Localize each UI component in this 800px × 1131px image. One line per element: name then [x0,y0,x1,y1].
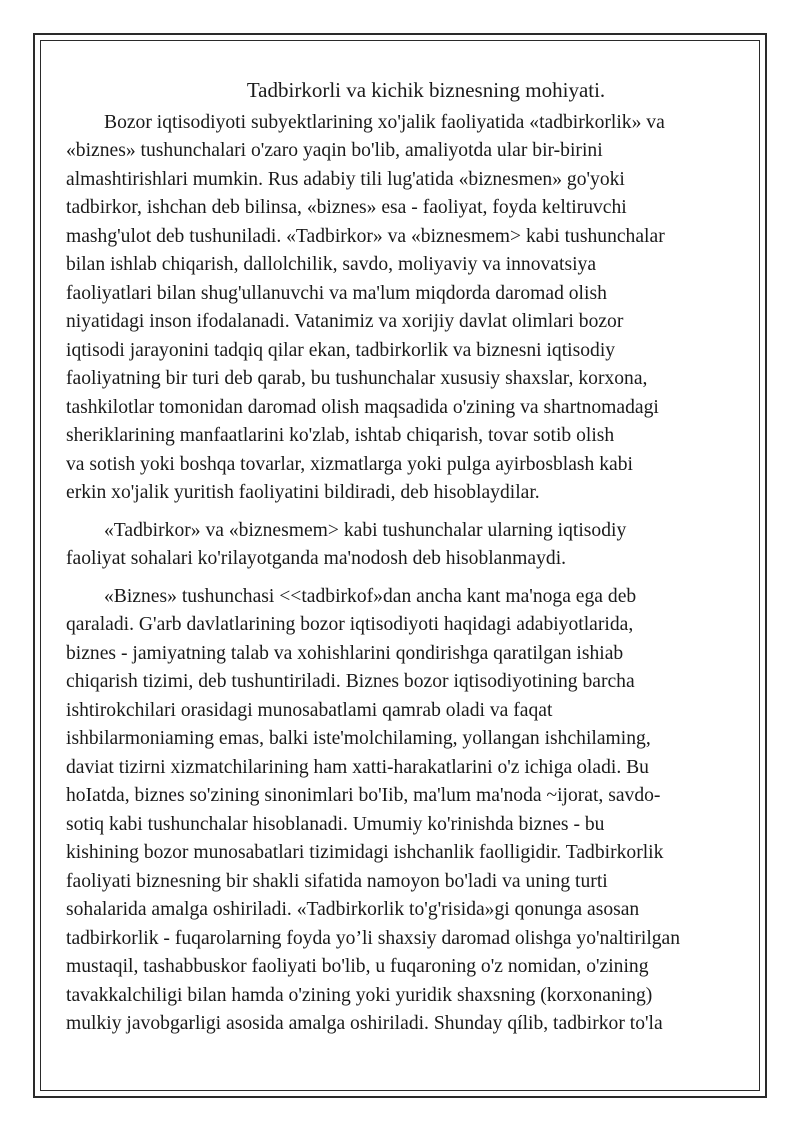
text-line: sohalarida amalga oshiriladi. «Tadbirkorlik to'g'risida»gi qonunga asosan [66,899,640,920]
text-line: tadbirkorlik - fuqarolarning foyda yo’li shaxsiy daromad olishga yo'naltirilgan [66,927,681,949]
text-line: mulkiy javobgarligi asosida amalga oshiriladi. Shunday qílib, tadbirkor to'la [66,1013,663,1034]
text-line: iqtisodi jarayonini tadqiq qilar ekan, tadbirkorlik va biznesni iqtisodiy [66,339,616,361]
text-line: «Biznes» tushunchasi <<tadbirkof»dan ancha kant ma'noga ega deb [104,585,637,607]
paragraph [66,109,746,508]
text-line: «Tadbirkor» va «biznesmem> kabi tushunchalar ularning iqtisodiy [104,519,627,541]
text-line: kishining bozor munosabatlari tizimidagi ishchanlik faolligidir. Tadbirkorlik [66,842,664,863]
text-line: niyatidagi inson ifodalanadi. Vatanimiz va xorijiy davlat olimlari bozor [66,311,624,332]
text-line: faoliyatlari bilan shug'ullanuvchi va ma'lum miqdorda daromad olish [66,282,607,304]
text-line: almashtirishlari mumkin. Rus adabiy tili lug'atida «biznesmen» go'yoki [66,168,625,190]
text-line: biznes - jamiyatning talab va xohishlarini qondirishga qaratilgan ishiab [66,642,624,664]
text-line: chiqarish tizimi, deb tushuntiriladi. Biznes bozor iqtisodiyotining barcha [66,671,635,692]
document-title: Tadbirkorli va kichik biznesning mohiyati. [246,78,606,102]
text-line: faoliyati biznesning bir shakli sifatida namoyon bo'ladi va uning turti [66,870,608,892]
text-line: mashg'ulot deb tushuniladi. «Tadbirkor» va «biznesmem> kabi tushunchalar [66,225,665,247]
text-line: Bozor iqtisodiyoti subyektlarining xo'jalik faoliyatida «tadbirkorlik» va [104,111,665,133]
paragraph-container [66,109,746,1039]
text-line: faoliyatning bir turi deb qarab, bu tushunchalar xususiy shaxslar, korxona, [66,368,648,389]
text-line: mustaqil, tashabbuskor faoliyati bo'lib, u fuqaroning o'z nomidan, o'zining [66,956,649,977]
text-line: daviat tizirni xizmatchilarining ham xatti-harakatlarini o'z ichiga oladi. Bu [66,756,649,778]
text-line: sotiq kabi tushunchalar hisoblanadi. Umumiy ko'rinishda biznes - bu [66,813,605,835]
text-line: hoIatda, biznes so'zining sinonimlari bo'Iib, ma'lum ma'noda ~ijorat, savdo- [66,785,661,806]
text-line: faoliyat sohalari ko'rilayotganda ma'nodosh deb hisoblanmaydi. [66,548,567,569]
text-line: sheriklarining manfaatlarini ko'zlab, ishtab chiqarish, tovar sotib olish [66,425,615,446]
text-line: bilan ishlab chiqarish, dallolchilik, savdo, moliyaviy va innovatsiya [66,254,597,275]
text-line: tashkilotlar tomonidan daromad olish maqsadida o'zining va shartnomadagi [66,396,659,418]
text-line: erkin xo'jalik yuritish faoliyatini bildiradi, deb hisoblaydilar. [66,482,540,503]
text-line: qaraladi. G'arb davlatlarining bozor iqtisodiyoti haqidagi adabiyotlarida, [66,614,634,635]
text-line: «biznes» tushunchalari o'zaro yaqin bo'lib, amaliyotda ular bir-birini [66,140,603,161]
text-line: va sotish yoki boshqa tovarlar, xizmatlarga yoki pulga ayirbosblash kabi [66,453,633,475]
paragraph [66,517,746,574]
paragraph [66,583,746,1039]
text-line: ishbilarmoniaming emas, balki iste'molchilaming, yollangan ishchilaming, [66,728,651,749]
document-body [66,76,746,1048]
text-line: tadbirkor, ishchan deb bilinsa, «biznes» esa - faoliyat, foyda keltiruvchi [66,197,627,218]
text-line: ishtirokchilari orasidagi munosabatlami qamrab oladi va faqat [66,699,553,721]
text-line: tavakkalchiligi bilan hamda o'zining yoki yuridik shaxsning (korxonaning) [66,984,653,1006]
